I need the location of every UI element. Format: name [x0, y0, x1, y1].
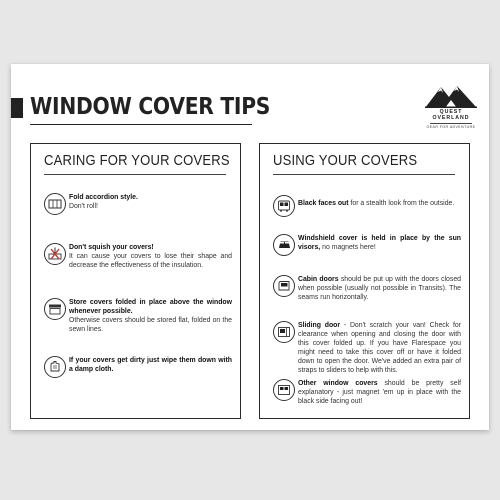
brand-logo — [421, 82, 481, 129]
panel-title: USING YOUR COVERS — [273, 153, 418, 169]
tip-text: Cabin doors should be put up with the doors closed when possible (usually not possible in Transits). The seams run horizontally. — [298, 276, 461, 301]
windshield-icon — [273, 234, 295, 256]
panel-title: CARING FOR YOUR COVERS — [44, 153, 230, 169]
mountain-logo-icon — [425, 82, 477, 108]
title-underline — [30, 124, 252, 125]
tip-text: Black faces out for a stealth look from the outside. — [298, 200, 455, 207]
window-storage-icon — [44, 298, 66, 320]
tip-text: Windshield cover is held in place by the sun visors, no magnets here! — [298, 235, 461, 251]
van-rear-icon — [273, 195, 295, 217]
page-title: WINDOW COVER TIPS — [30, 94, 271, 120]
tip-text: If your covers get dirty just wipe them down with a damp cloth. — [69, 357, 232, 373]
van-window-icon — [273, 379, 295, 401]
title-accent-bar — [11, 98, 23, 118]
no-squish-icon — [44, 243, 66, 265]
logo-tagline: GEAR FOR ADVENTURE — [426, 125, 476, 129]
tips-sheet — [11, 64, 489, 430]
using-panel — [259, 143, 470, 419]
caring-panel — [30, 143, 241, 419]
panel-divider — [273, 174, 455, 175]
wipe-clean-icon — [44, 356, 66, 378]
tip-text: Other window covers should be pretty self explanatory - just magnet 'em up in place with the black side facing out! — [298, 380, 461, 405]
panel-divider — [44, 174, 226, 175]
cabin-door-icon — [273, 275, 295, 297]
sliding-door-icon — [273, 321, 295, 343]
logo-name: QUEST OVERLAND — [432, 109, 470, 121]
folded-cover-icon — [44, 193, 66, 215]
logo-divider — [430, 123, 472, 124]
tip-text: Don't squish your covers! It can cause your covers to lose their shape and decrease the effectiveness of the insulation. — [69, 244, 232, 269]
tip-text: Fold accordion style. Don't roll! — [69, 194, 138, 210]
tip-text: Store covers folded in place above the window whenever possible. Otherwise covers should be stored flat, folded on the sewn lines. — [69, 299, 232, 333]
tip-text: Sliding door - Don't scratch your van! Check for clearance when opening and closing the door with this cover folded up. If you have Flarespace you might need to take this cover off or have it folded down to open the door. We've added an extra pair of straps to sliders to help with this. — [298, 322, 461, 374]
